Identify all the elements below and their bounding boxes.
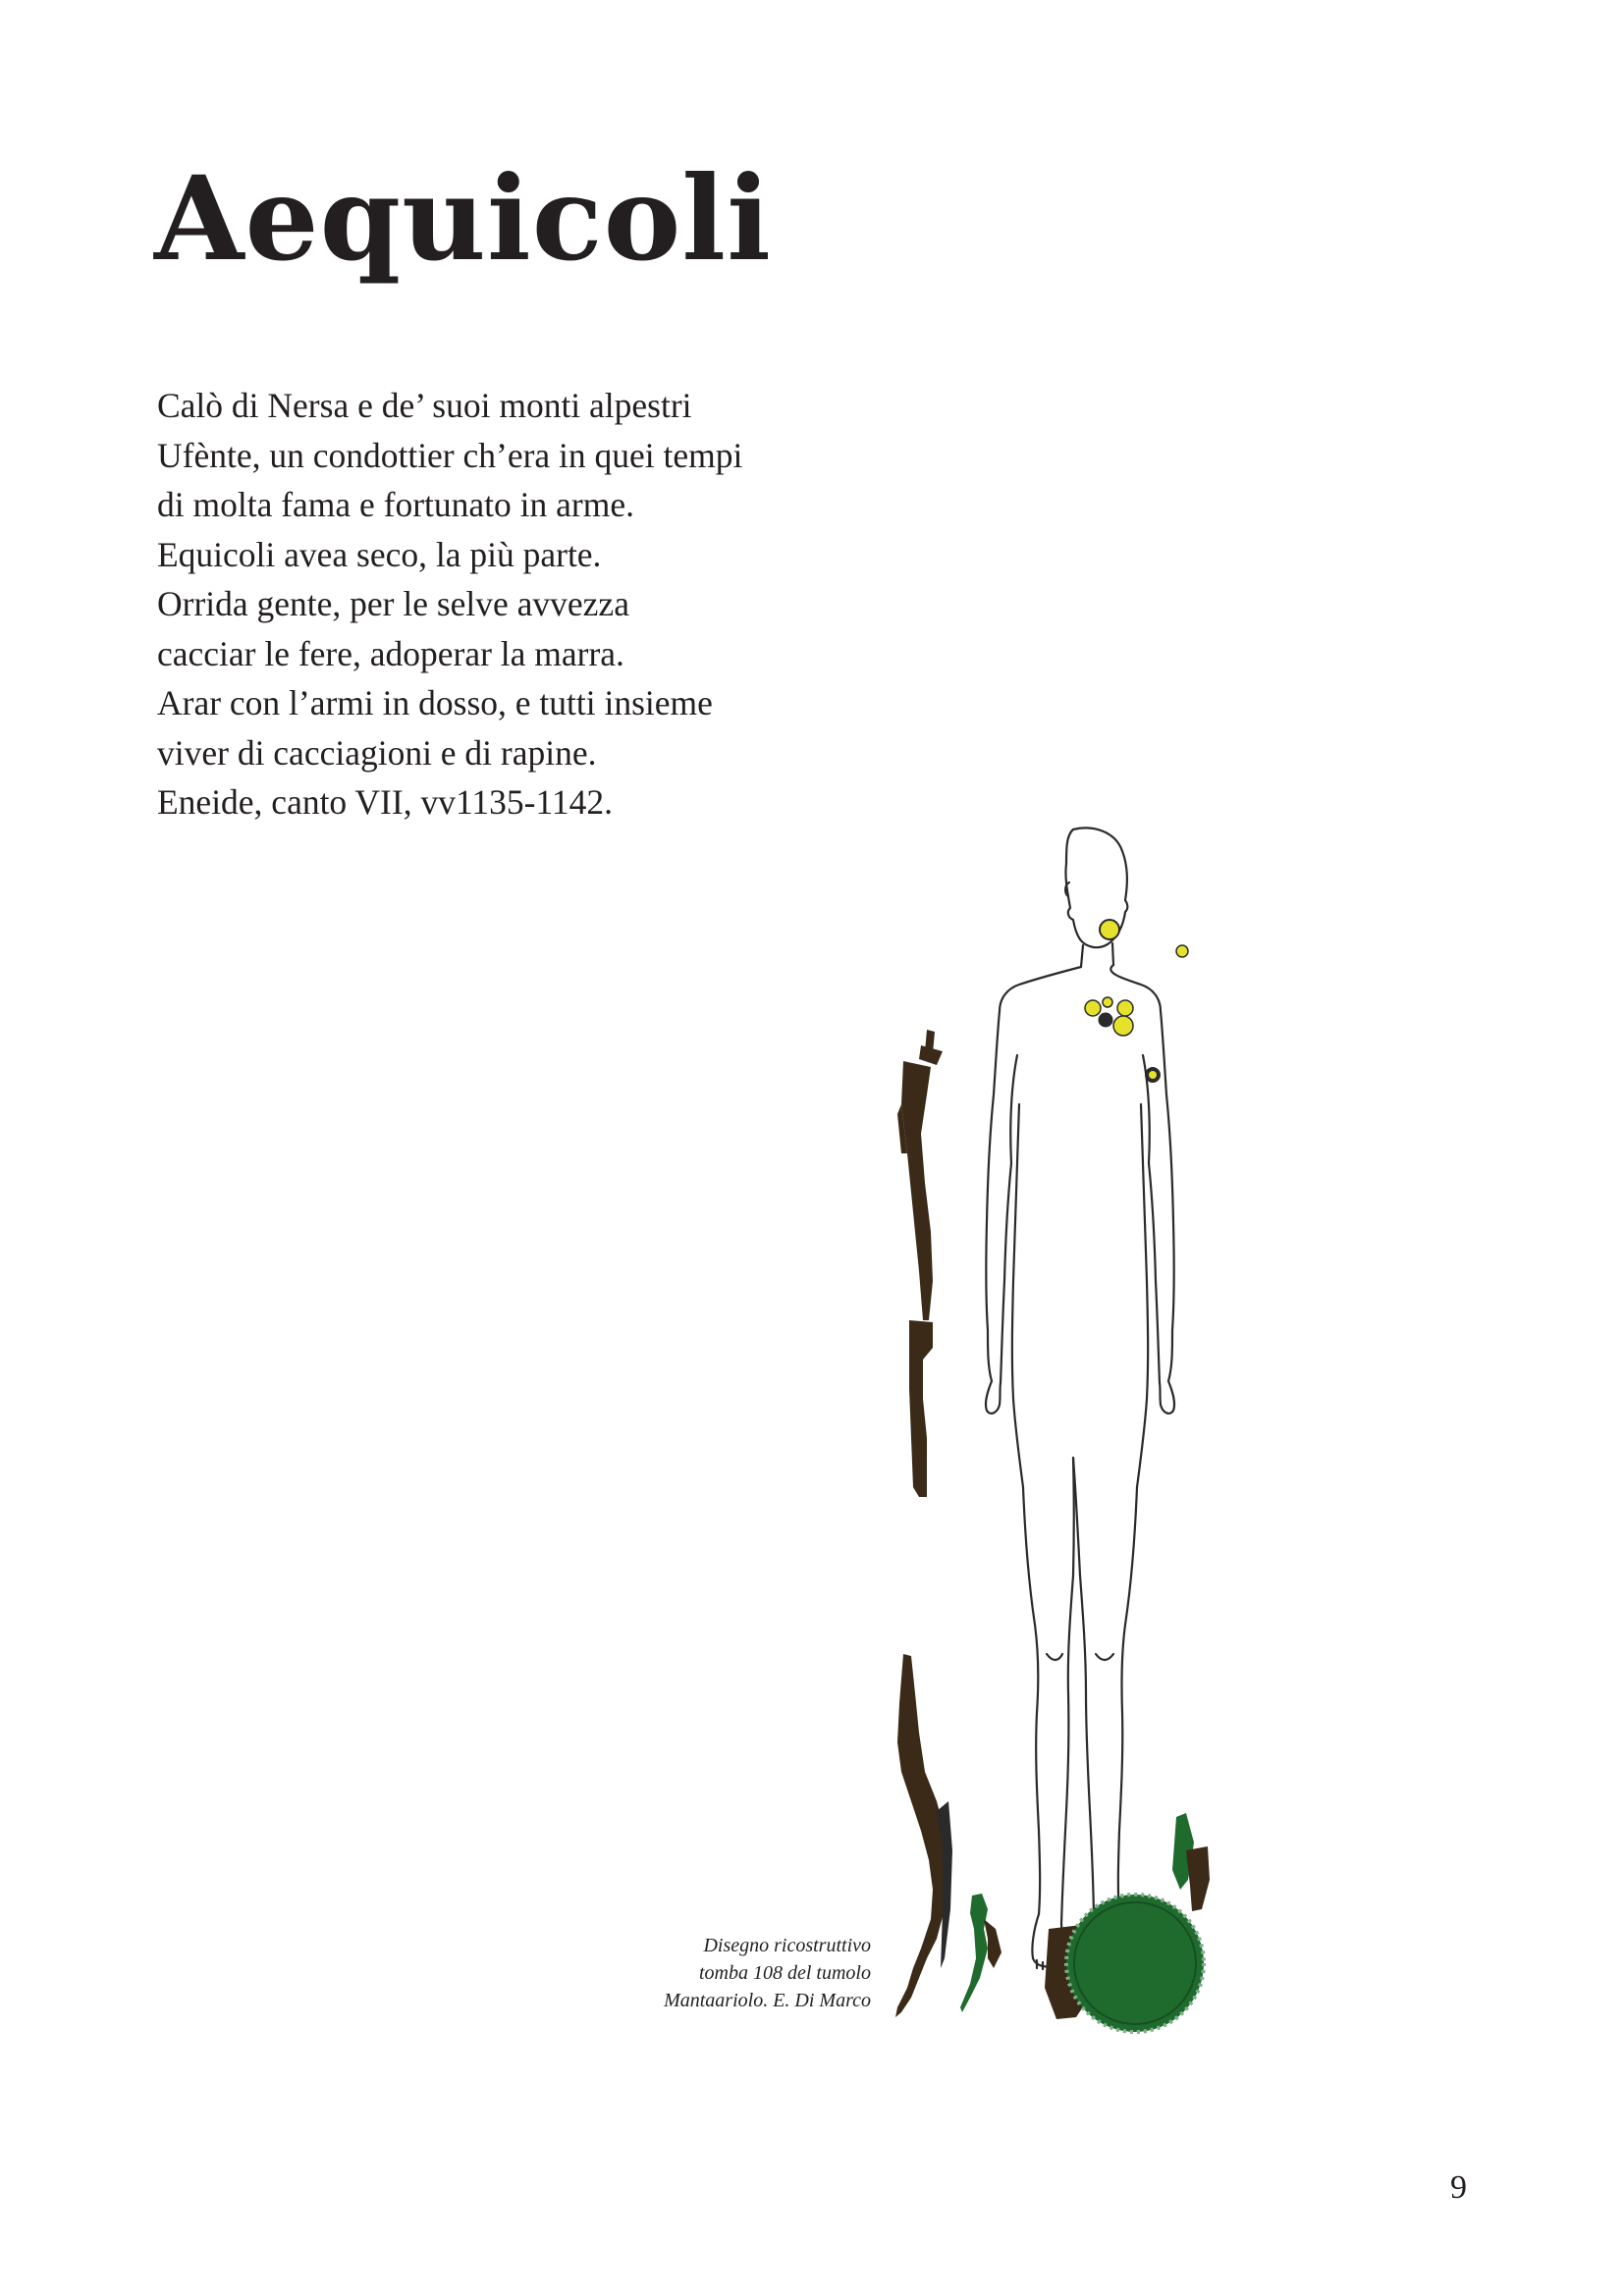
figure-caption — [664, 1932, 871, 2014]
poem-line: Arar con l’armi in dosso, e tutti insieme — [157, 683, 713, 722]
chest-ornaments — [1085, 920, 1188, 1083]
round-shield-drawing — [1045, 1895, 1204, 2032]
lower-weapons-drawing — [895, 1654, 1001, 2017]
caption-line: tomba 108 del tumolo — [699, 1962, 871, 1984]
poem-line: Ufènte, un condottier ch’era in quei tempi — [157, 435, 743, 475]
caption-line: Disegno ricostruttivo — [703, 1935, 871, 1956]
poem-line: Orrida gente, per le selve avvezza — [157, 584, 629, 623]
upper-weapon-drawing — [897, 1030, 943, 1497]
poem-line: di molta fama e fortunato in arme. — [157, 485, 634, 524]
poem-source: Eneide, canto VII, vv1135-1142. — [157, 782, 614, 822]
page-number: 9 — [1450, 2169, 1467, 2206]
poem-line: cacciar le fere, adoperar la marra. — [157, 633, 624, 673]
poem-line: Equicoli avea seco, la più parte. — [157, 534, 602, 574]
page-title: Aequicoli — [154, 150, 772, 287]
caption-line: Mantaariolo. E. Di Marco — [664, 1990, 871, 2011]
poem-line: viver di cacciagioni e di rapine. — [157, 732, 597, 773]
poem-line: Calò di Nersa e de’ suoi monti alpestri — [157, 386, 692, 425]
tomb-reconstruction-drawing — [872, 810, 1265, 2066]
poem-block — [157, 381, 742, 828]
side-blade-drawing — [1172, 1813, 1210, 1911]
human-figure-outline — [986, 828, 1174, 1972]
